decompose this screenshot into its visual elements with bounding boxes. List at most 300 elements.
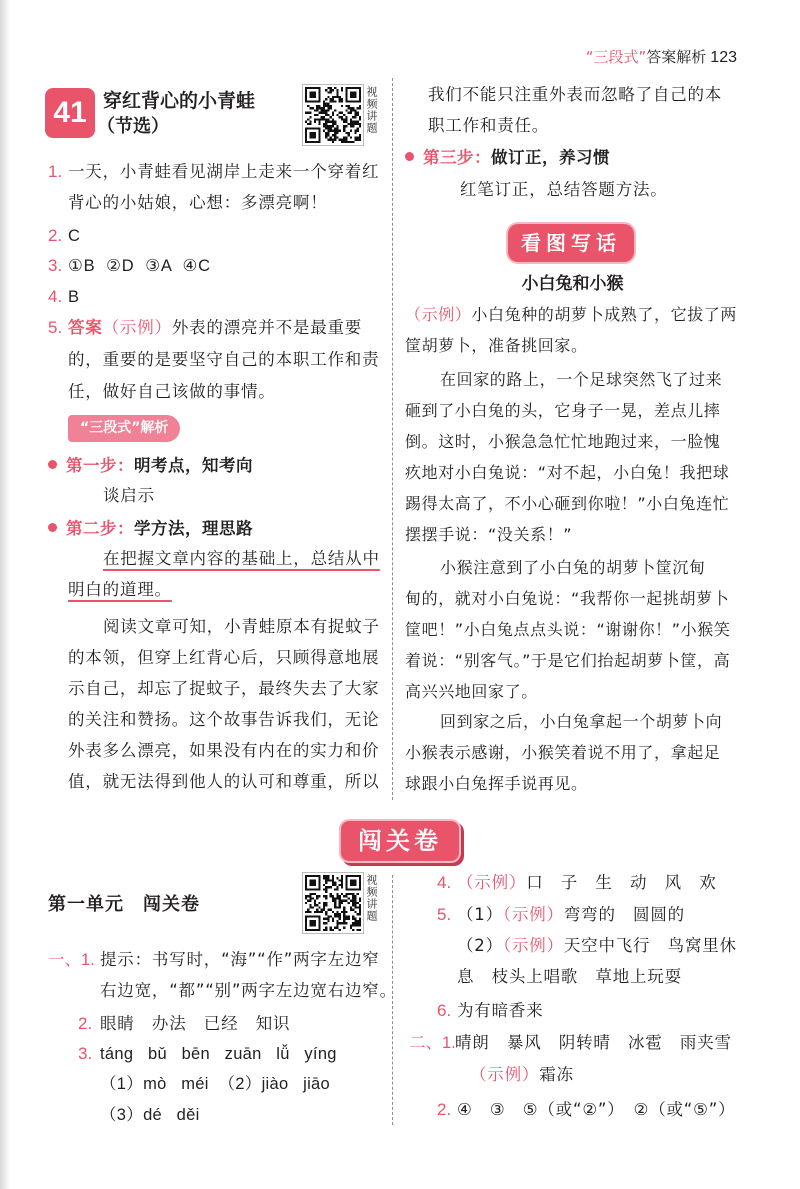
qr-module bbox=[341, 112, 343, 114]
qr-module bbox=[336, 888, 338, 890]
qr-finder-pattern bbox=[309, 879, 316, 886]
qr-module bbox=[316, 895, 318, 897]
qr-module bbox=[339, 98, 341, 100]
qr-module bbox=[327, 125, 329, 127]
answer-line bbox=[409, 1027, 732, 1058]
qr-module bbox=[350, 125, 352, 127]
qr-module bbox=[309, 107, 311, 109]
qr-module bbox=[350, 893, 352, 895]
qr-module bbox=[330, 909, 332, 911]
qr-module bbox=[316, 909, 318, 911]
explain-line: 我们不能只注重外表而忽略了自己的本 bbox=[428, 85, 723, 104]
answer-line bbox=[48, 281, 80, 312]
explain-line: 示自己，却忘了捉蚊子，最终失去了大家 bbox=[68, 679, 380, 698]
qr-module bbox=[334, 121, 336, 123]
part-label: 二、 bbox=[409, 1033, 442, 1052]
qr-module bbox=[305, 121, 307, 123]
qr-module bbox=[332, 920, 334, 922]
qr-module bbox=[352, 909, 354, 911]
qr-module bbox=[334, 900, 336, 902]
qr-module bbox=[318, 895, 320, 897]
qr-module bbox=[323, 112, 325, 114]
qr-module bbox=[323, 906, 325, 908]
qr-module bbox=[307, 909, 309, 911]
qr-module bbox=[359, 139, 361, 141]
qr-module bbox=[359, 909, 361, 911]
method-line: 在把握文章内容的基础上，总结从中 bbox=[103, 549, 380, 568]
qr-module bbox=[341, 911, 343, 913]
step-3-content: 红笔订正，总结答题方法。 bbox=[460, 180, 668, 199]
answer-line bbox=[437, 930, 737, 961]
qr-module bbox=[359, 118, 361, 120]
qr-module bbox=[323, 125, 325, 127]
qr-module bbox=[339, 879, 341, 881]
qr-module bbox=[330, 107, 332, 109]
qr-module bbox=[334, 100, 336, 102]
qr-module bbox=[336, 877, 338, 879]
qr-module bbox=[332, 141, 334, 143]
qr-module bbox=[345, 911, 347, 913]
qr-module bbox=[343, 130, 345, 132]
answer-text: 天空中飞行 鸟窝里休 bbox=[563, 936, 737, 955]
answer-text: 霜冻 bbox=[539, 1065, 574, 1084]
qr-module bbox=[309, 904, 311, 906]
answer-text: 弯弯的 圆圆的 bbox=[563, 905, 685, 924]
qr-module bbox=[341, 922, 343, 924]
question-number: 1. bbox=[48, 162, 63, 181]
qr-module bbox=[352, 107, 354, 109]
qr-module bbox=[348, 134, 350, 136]
test-part1-q4 bbox=[437, 867, 717, 898]
page-number: 123 bbox=[710, 49, 737, 66]
qr-module bbox=[359, 116, 361, 118]
qr-module bbox=[309, 116, 311, 118]
qr-module bbox=[348, 915, 350, 917]
qr-module bbox=[359, 924, 361, 926]
qr-module bbox=[332, 89, 334, 91]
answer-line bbox=[48, 376, 379, 408]
page-header bbox=[586, 45, 737, 69]
page-binding-shadow bbox=[0, 0, 10, 1189]
qr-module bbox=[307, 895, 309, 897]
answer-line bbox=[48, 344, 379, 376]
qr-module bbox=[330, 91, 332, 93]
answer-text: 为有暗香来 bbox=[457, 1001, 544, 1020]
qr-module bbox=[327, 118, 329, 120]
qr-module bbox=[321, 112, 323, 114]
qr-module bbox=[345, 915, 347, 917]
qr-module bbox=[339, 929, 341, 931]
step-label: 第三步： bbox=[423, 148, 491, 167]
qr-module bbox=[357, 112, 359, 114]
qr-module bbox=[350, 927, 352, 929]
qr-module bbox=[352, 109, 354, 111]
qr-module bbox=[327, 107, 329, 109]
qr-module bbox=[325, 902, 327, 904]
qr-module bbox=[350, 112, 352, 114]
qr-module bbox=[339, 884, 341, 886]
qr-module bbox=[318, 902, 320, 904]
qr-module bbox=[325, 121, 327, 123]
qr-module bbox=[354, 121, 356, 123]
qr-module bbox=[336, 89, 338, 91]
qr-module bbox=[307, 105, 309, 107]
pinyin-line: （3）dé děi bbox=[100, 1106, 200, 1124]
qr-module bbox=[318, 105, 320, 107]
story-line: 球跟小白兔挥手说再见。 bbox=[405, 774, 588, 793]
qr-module bbox=[325, 879, 327, 881]
qr-module bbox=[343, 913, 345, 915]
qr-module bbox=[332, 114, 334, 116]
answer-1 bbox=[48, 156, 379, 218]
qr-module bbox=[305, 897, 307, 899]
answer-line bbox=[48, 944, 397, 975]
qr-module bbox=[334, 906, 336, 908]
qr-module bbox=[314, 114, 316, 116]
qr-module bbox=[330, 929, 332, 931]
question-number: 6. bbox=[437, 1001, 452, 1020]
lesson-title: 穿红背心的小青蛙 bbox=[103, 90, 256, 112]
qr-module bbox=[348, 897, 350, 899]
qr-module bbox=[341, 882, 343, 884]
story-line: 倒。这时，小猴急急忙忙地跑过来，一脸愧 bbox=[405, 432, 721, 451]
qr-module bbox=[323, 116, 325, 118]
test-part2-q2 bbox=[437, 1094, 735, 1125]
qr-module bbox=[341, 105, 343, 107]
step-title: 明考点，知考向 bbox=[134, 456, 253, 475]
qr-module bbox=[325, 904, 327, 906]
qr-module bbox=[332, 130, 334, 132]
qr-module bbox=[345, 105, 347, 107]
qr-module bbox=[327, 877, 329, 879]
qr-module bbox=[352, 900, 354, 902]
qr-finder-pattern bbox=[309, 132, 316, 139]
qr-module bbox=[309, 911, 311, 913]
answer-text: 背心的小姑娘，心想：多漂亮啊！ bbox=[68, 193, 328, 212]
story-line: 回到家之后，小白兔拿起一个胡萝卜向 bbox=[440, 712, 723, 731]
qr-module bbox=[339, 100, 341, 102]
qr-module bbox=[309, 895, 311, 897]
qr-module bbox=[332, 879, 334, 881]
qr-module bbox=[305, 895, 307, 897]
qr-module bbox=[309, 897, 311, 899]
qr-module bbox=[352, 922, 354, 924]
bullet-icon bbox=[48, 460, 57, 469]
answer-line bbox=[409, 1058, 732, 1092]
qr-module bbox=[323, 109, 325, 111]
story-line: 甸的，就对小白兔说：“我帮你一起挑胡萝卜 bbox=[405, 589, 730, 608]
qr-module bbox=[323, 877, 325, 879]
header-brand: “三段式” bbox=[585, 48, 647, 66]
qr-module bbox=[323, 875, 325, 877]
qr-module bbox=[336, 127, 338, 129]
qr-module bbox=[345, 139, 347, 141]
qr-module bbox=[341, 877, 343, 879]
method-line: 明白的道理。 bbox=[68, 580, 172, 599]
qr-module bbox=[339, 904, 341, 906]
answer-line: 息 枝头上唱歌 草地上玩耍 bbox=[457, 967, 682, 986]
qr-code-graphic bbox=[305, 875, 361, 931]
qr-module bbox=[321, 909, 323, 911]
qr-module bbox=[343, 121, 345, 123]
qr-module bbox=[316, 114, 318, 116]
qr-module bbox=[332, 877, 334, 879]
answer-line bbox=[48, 156, 379, 187]
question-number: 3. bbox=[78, 1044, 93, 1063]
qr-module bbox=[323, 918, 325, 920]
qr-module bbox=[309, 112, 311, 114]
qr-module bbox=[352, 915, 354, 917]
bullet-icon bbox=[48, 523, 57, 532]
qr-module bbox=[343, 114, 345, 116]
qr-module bbox=[339, 116, 341, 118]
qr-module bbox=[334, 882, 336, 884]
qr-module bbox=[323, 888, 325, 890]
qr-module bbox=[325, 134, 327, 136]
story-line: 踢得太高了，不小心砸到你啦！”小白兔连忙 bbox=[405, 494, 730, 513]
qr-module bbox=[345, 141, 347, 143]
qr-module bbox=[354, 902, 356, 904]
qr-module bbox=[332, 875, 334, 877]
answer-line bbox=[78, 1008, 290, 1039]
qr-module bbox=[327, 121, 329, 123]
answer-text: 口 子 生 动 风 欢 bbox=[526, 873, 717, 892]
qr-module bbox=[325, 886, 327, 888]
answer-text: 眼睛 办法 已经 知识 bbox=[100, 1014, 291, 1033]
qr-module bbox=[316, 911, 318, 913]
qr-module bbox=[354, 109, 356, 111]
qr-module bbox=[334, 123, 336, 125]
qr-module bbox=[323, 895, 325, 897]
qr-module bbox=[314, 904, 316, 906]
qr-module bbox=[354, 897, 356, 899]
qr-module bbox=[316, 109, 318, 111]
qr-module bbox=[325, 109, 327, 111]
qr-module bbox=[307, 123, 309, 125]
qr-module bbox=[323, 103, 325, 105]
qr-module bbox=[325, 136, 327, 138]
qr-module bbox=[348, 123, 350, 125]
qr-module bbox=[354, 922, 356, 924]
qr-module bbox=[348, 112, 350, 114]
qr-module bbox=[330, 130, 332, 132]
qr-module bbox=[305, 902, 307, 904]
qr-module bbox=[327, 918, 329, 920]
story-line: 小猴表示感谢，小猴笑着说不用了，拿起足 bbox=[405, 743, 721, 762]
qr-module bbox=[330, 89, 332, 91]
qr-module bbox=[343, 141, 345, 143]
explain-line: 的本领，但穿上红背心后，只顾得意地展 bbox=[68, 648, 380, 667]
qr-module bbox=[325, 127, 327, 129]
qr-module bbox=[332, 918, 334, 920]
qr-module bbox=[354, 114, 356, 116]
step-2-method bbox=[68, 543, 380, 605]
answer-line bbox=[48, 220, 81, 251]
qr-module bbox=[318, 118, 320, 120]
qr-module bbox=[330, 895, 332, 897]
qr-module bbox=[345, 918, 347, 920]
explain-line: 外表多么漂亮，如果没有内在的实力和价 bbox=[68, 741, 380, 760]
qr-module bbox=[339, 895, 341, 897]
qr-module bbox=[352, 895, 354, 897]
answer-line bbox=[437, 1094, 735, 1125]
qr-module bbox=[330, 121, 332, 123]
qr-module bbox=[350, 900, 352, 902]
qr-module bbox=[314, 902, 316, 904]
answer-4 bbox=[48, 281, 80, 312]
qr-module bbox=[330, 886, 332, 888]
qr-module bbox=[332, 125, 334, 127]
qr-module bbox=[341, 886, 343, 888]
qr-module bbox=[359, 922, 361, 924]
qr-module bbox=[354, 900, 356, 902]
qr-module bbox=[307, 112, 309, 114]
header-section: 答案解析 bbox=[646, 48, 707, 66]
qr-module bbox=[336, 886, 338, 888]
question-number bbox=[409, 1027, 455, 1059]
qr-module bbox=[323, 100, 325, 102]
qr-module bbox=[359, 136, 361, 138]
example-label: （示例） bbox=[502, 905, 564, 924]
step-title: 做订正，养习惯 bbox=[491, 148, 610, 167]
qr-module bbox=[350, 107, 352, 109]
qr-module bbox=[316, 118, 318, 120]
qr-module bbox=[348, 893, 350, 895]
qr-module bbox=[323, 123, 325, 125]
qr-code[interactable] bbox=[302, 872, 364, 934]
step-label: 第二步： bbox=[66, 519, 134, 538]
answer-line bbox=[48, 250, 211, 281]
qr-module bbox=[314, 121, 316, 123]
qr-module bbox=[359, 107, 361, 109]
qr-module bbox=[341, 893, 343, 895]
qr-module bbox=[327, 96, 329, 98]
lesson-subtitle: （节选） bbox=[97, 116, 169, 137]
qr-module bbox=[345, 118, 347, 120]
story-line bbox=[405, 299, 737, 330]
qr-module bbox=[354, 136, 356, 138]
qr-module bbox=[354, 123, 356, 125]
qr-module bbox=[325, 103, 327, 105]
qr-module bbox=[354, 895, 356, 897]
picture-writing-banner: 看图写话 bbox=[508, 224, 634, 262]
qr-module bbox=[325, 897, 327, 899]
pinyin-line: （1）mò méi （2）jiào jiāo bbox=[100, 1075, 331, 1093]
answer-line bbox=[437, 867, 717, 898]
qr-module bbox=[330, 116, 332, 118]
qr-module bbox=[305, 911, 307, 913]
qr-module bbox=[357, 920, 359, 922]
qr-module bbox=[327, 127, 329, 129]
qr-module bbox=[336, 897, 338, 899]
sub-label: （2） bbox=[457, 936, 503, 955]
qr-module bbox=[332, 112, 334, 114]
qr-module bbox=[307, 118, 309, 120]
qr-module bbox=[345, 895, 347, 897]
qr-module bbox=[334, 134, 336, 136]
qr-module bbox=[332, 121, 334, 123]
qr-module bbox=[336, 920, 338, 922]
qr-module bbox=[336, 922, 338, 924]
qr-module bbox=[357, 913, 359, 915]
step-label: 第一步： bbox=[66, 456, 134, 475]
qr-module bbox=[336, 94, 338, 96]
qr-module bbox=[321, 118, 323, 120]
analysis-tag: “三段式”解析 bbox=[68, 415, 180, 442]
bullet-icon bbox=[405, 152, 414, 161]
qr-module bbox=[325, 123, 327, 125]
story-line: 着说：“别客气。”于是它们抬起胡萝卜筐，高 bbox=[405, 651, 731, 670]
qr-code[interactable] bbox=[302, 84, 364, 146]
qr-module bbox=[354, 924, 356, 926]
qr-module bbox=[339, 922, 341, 924]
qr-module bbox=[357, 929, 359, 931]
qr-module bbox=[309, 900, 311, 902]
qr-module bbox=[345, 922, 347, 924]
qr-module bbox=[339, 900, 341, 902]
story-line: 在回家的路上，一个足球突然飞了过来 bbox=[440, 370, 723, 389]
qr-module bbox=[334, 109, 336, 111]
qr-module bbox=[339, 112, 341, 114]
qr-module bbox=[352, 121, 354, 123]
qr-module bbox=[352, 929, 354, 931]
qr-module bbox=[339, 897, 341, 899]
question-number: 4. bbox=[48, 287, 63, 306]
qr-module bbox=[325, 891, 327, 893]
qr-module bbox=[321, 911, 323, 913]
qr-module bbox=[345, 125, 347, 127]
qr-module bbox=[348, 918, 350, 920]
answer-3 bbox=[48, 250, 211, 281]
qr-module bbox=[325, 911, 327, 913]
step-2-heading bbox=[48, 513, 253, 544]
qr-finder-pattern bbox=[309, 91, 316, 98]
qr-module bbox=[332, 123, 334, 125]
lesson-number-badge: 41 bbox=[45, 88, 95, 138]
qr-module bbox=[316, 897, 318, 899]
test-part1-q6 bbox=[437, 995, 544, 1026]
qr-module bbox=[350, 136, 352, 138]
qr-module bbox=[348, 141, 350, 143]
qr-module bbox=[341, 139, 343, 141]
qr-module bbox=[323, 909, 325, 911]
qr-module bbox=[354, 132, 356, 134]
qr-module bbox=[352, 902, 354, 904]
qr-module bbox=[307, 911, 309, 913]
qr-module bbox=[343, 118, 345, 120]
qr-module bbox=[336, 924, 338, 926]
qr-module bbox=[336, 893, 338, 895]
qr-module bbox=[325, 98, 327, 100]
test-part1-q5 bbox=[437, 899, 737, 992]
qr-module bbox=[336, 91, 338, 93]
qr-module bbox=[343, 927, 345, 929]
qr-module bbox=[334, 913, 336, 915]
qr-module bbox=[325, 105, 327, 107]
test-part1-q3 bbox=[78, 1038, 337, 1131]
qr-module bbox=[312, 107, 314, 109]
qr-module bbox=[359, 900, 361, 902]
qr-module bbox=[341, 902, 343, 904]
qr-module bbox=[327, 879, 329, 881]
qr-module bbox=[314, 911, 316, 913]
example-label: （示例） bbox=[102, 318, 172, 337]
part-label: 一、 bbox=[48, 950, 81, 969]
qr-module bbox=[332, 118, 334, 120]
qr-module bbox=[343, 909, 345, 911]
qr-module bbox=[332, 134, 334, 136]
qr-module bbox=[325, 895, 327, 897]
